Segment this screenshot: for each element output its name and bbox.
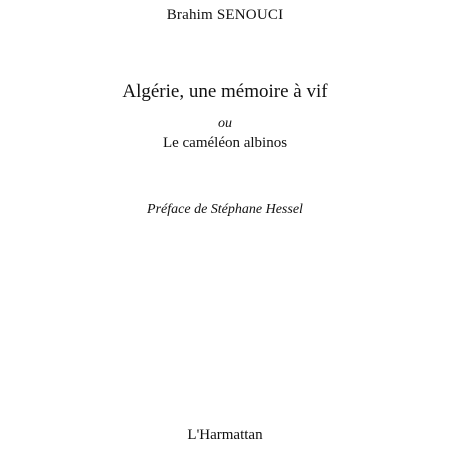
author-name: Brahim SENOUCI bbox=[166, 7, 284, 23]
publisher-name: L'Harmattan bbox=[187, 427, 263, 443]
book-title: Algérie, une mémoire à vif bbox=[122, 81, 328, 102]
book-subtitle: Le caméléon albinos bbox=[162, 135, 288, 151]
preface-credit: Préface de Stéphane Hessel bbox=[147, 202, 303, 217]
title-conjunction: ou bbox=[218, 116, 232, 131]
